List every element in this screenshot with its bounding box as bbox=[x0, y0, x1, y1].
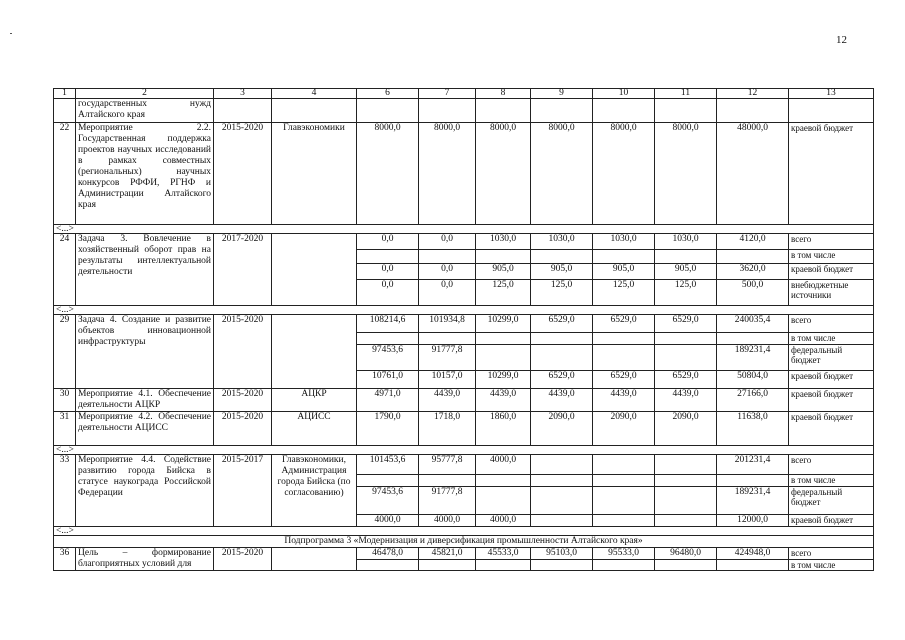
funding-source: федеральный бюджет bbox=[789, 487, 874, 515]
value-cell: 8000,0 bbox=[357, 123, 419, 225]
funding-source: федеральный бюджет bbox=[789, 345, 874, 371]
funding-source: краевой бюджет bbox=[789, 412, 874, 446]
row-name: Задача 4. Создание и развитие объектов инновационной инфраструктуры bbox=[76, 315, 214, 389]
value-cell: 1030,0 bbox=[476, 234, 531, 250]
value-cell: 0,0 bbox=[357, 264, 419, 280]
value-cell: 50804,0 bbox=[717, 371, 789, 389]
period: 2015-2020 bbox=[214, 315, 272, 389]
value-cell: 125,0 bbox=[531, 280, 593, 306]
ellipsis-marker: <...> bbox=[54, 225, 874, 234]
value-cell bbox=[357, 560, 419, 571]
period: 2015-2020 bbox=[214, 548, 272, 571]
value-cell: 101453,6 bbox=[357, 455, 419, 475]
value-cell: 0,0 bbox=[419, 234, 476, 250]
subprogram-row bbox=[54, 536, 874, 548]
executor: АЦКР bbox=[272, 389, 357, 412]
value-cell bbox=[593, 475, 655, 487]
funding-source: всего bbox=[789, 234, 874, 250]
value-cell bbox=[531, 333, 593, 345]
table-row bbox=[54, 548, 874, 560]
row-name: Мероприятие 2.2. Государственная поддержка проектов научных исследований в рамках совместных (региональных) научных конкурсов РФФИ, РГНФ и Администрации Алтайского края bbox=[76, 123, 214, 225]
executor: Главэкономики bbox=[272, 123, 357, 225]
value-cell: 189231,4 bbox=[717, 345, 789, 371]
value-cell: 97453,6 bbox=[357, 487, 419, 515]
value-cell bbox=[476, 250, 531, 264]
value-cell: 4439,0 bbox=[419, 389, 476, 412]
column-header: 7 bbox=[419, 89, 476, 99]
value-cell: 97453,6 bbox=[357, 345, 419, 371]
value-cell: 6529,0 bbox=[593, 315, 655, 333]
row-number: 33 bbox=[54, 455, 76, 527]
value-cell: 6529,0 bbox=[531, 315, 593, 333]
empty-cell bbox=[214, 99, 272, 123]
value-cell: 4000,0 bbox=[476, 515, 531, 527]
empty-cell bbox=[593, 99, 655, 123]
column-header: 2 bbox=[76, 89, 214, 99]
value-cell: 4439,0 bbox=[476, 389, 531, 412]
value-cell bbox=[476, 475, 531, 487]
value-cell bbox=[531, 487, 593, 515]
value-cell: 8000,0 bbox=[655, 123, 717, 225]
column-header: 10 bbox=[593, 89, 655, 99]
empty-cell bbox=[531, 99, 593, 123]
value-cell: 905,0 bbox=[655, 264, 717, 280]
value-cell bbox=[655, 560, 717, 571]
value-cell: 424948,0 bbox=[717, 548, 789, 560]
value-cell: 95533,0 bbox=[593, 548, 655, 560]
ellipsis-row bbox=[54, 306, 874, 315]
column-header: 9 bbox=[531, 89, 593, 99]
value-cell: 4439,0 bbox=[655, 389, 717, 412]
value-cell bbox=[357, 250, 419, 264]
value-cell: 101934,8 bbox=[419, 315, 476, 333]
empty-cell bbox=[717, 99, 789, 123]
value-cell: 2090,0 bbox=[531, 412, 593, 446]
funding-source: краевой бюджет bbox=[789, 389, 874, 412]
value-cell: 95103,0 bbox=[531, 548, 593, 560]
value-cell bbox=[357, 475, 419, 487]
row-number: 36 bbox=[54, 548, 76, 571]
value-cell bbox=[655, 250, 717, 264]
value-cell: 1030,0 bbox=[655, 234, 717, 250]
row-number: 24 bbox=[54, 234, 76, 306]
value-cell: 4000,0 bbox=[419, 515, 476, 527]
value-cell: 45533,0 bbox=[476, 548, 531, 560]
value-cell: 125,0 bbox=[476, 280, 531, 306]
value-cell: 108214,6 bbox=[357, 315, 419, 333]
table-row bbox=[54, 123, 874, 225]
funding-source: в том числе bbox=[789, 250, 874, 264]
value-cell: 91777,8 bbox=[419, 487, 476, 515]
value-cell bbox=[419, 250, 476, 264]
executor bbox=[272, 548, 357, 571]
funding-source: в том числе bbox=[789, 333, 874, 345]
value-cell bbox=[419, 475, 476, 487]
period: 2015-2020 bbox=[214, 389, 272, 412]
row-name: Цель – формирование благоприятных условий для bbox=[76, 548, 214, 571]
value-cell: 48000,0 bbox=[717, 123, 789, 225]
value-cell: 1030,0 bbox=[531, 234, 593, 250]
ellipsis-marker: <...> bbox=[54, 306, 874, 315]
value-cell: 11638,0 bbox=[717, 412, 789, 446]
column-header: 12 bbox=[717, 89, 789, 99]
value-cell: 125,0 bbox=[593, 280, 655, 306]
period: 2015-2020 bbox=[214, 412, 272, 446]
value-cell bbox=[593, 515, 655, 527]
value-cell bbox=[717, 250, 789, 264]
empty-cell bbox=[419, 99, 476, 123]
row-name: Мероприятие 4.1. Обеспечение деятельности АЦКР bbox=[76, 389, 214, 412]
row-number: 29 bbox=[54, 315, 76, 389]
value-cell bbox=[593, 560, 655, 571]
ellipsis-marker: <...> bbox=[54, 527, 874, 536]
row-name: Мероприятие 4.4. Содействие развитию города Бийска в статусе наукограда Российской Федерации bbox=[76, 455, 214, 527]
column-header: 4 bbox=[272, 89, 357, 99]
value-cell bbox=[531, 475, 593, 487]
funding-source: всего bbox=[789, 455, 874, 475]
value-cell: 905,0 bbox=[531, 264, 593, 280]
row-number: 22 bbox=[54, 123, 76, 225]
funding-source: краевой бюджет bbox=[789, 123, 874, 225]
value-cell: 8000,0 bbox=[476, 123, 531, 225]
value-cell bbox=[655, 515, 717, 527]
ellipsis-row bbox=[54, 225, 874, 234]
value-cell bbox=[476, 487, 531, 515]
value-cell bbox=[593, 455, 655, 475]
value-cell: 4120,0 bbox=[717, 234, 789, 250]
period: 2017-2020 bbox=[214, 234, 272, 306]
executor bbox=[272, 315, 357, 389]
value-cell: 500,0 bbox=[717, 280, 789, 306]
value-cell: 6529,0 bbox=[593, 371, 655, 389]
value-cell: 8000,0 bbox=[419, 123, 476, 225]
column-header: 3 bbox=[214, 89, 272, 99]
value-cell: 1718,0 bbox=[419, 412, 476, 446]
funding-source: в том числе bbox=[789, 560, 874, 571]
header-row bbox=[54, 89, 874, 99]
value-cell: 10761,0 bbox=[357, 371, 419, 389]
value-cell: 0,0 bbox=[419, 280, 476, 306]
value-cell bbox=[476, 333, 531, 345]
value-cell: 95777,8 bbox=[419, 455, 476, 475]
value-cell bbox=[419, 333, 476, 345]
funding-source: внебюджетные источники bbox=[789, 280, 874, 306]
value-cell bbox=[655, 487, 717, 515]
column-header: 8 bbox=[476, 89, 531, 99]
value-cell bbox=[531, 455, 593, 475]
funding-source: в том числе bbox=[789, 475, 874, 487]
column-header: 13 bbox=[789, 89, 874, 99]
executor: АЦИСС bbox=[272, 412, 357, 446]
value-cell bbox=[593, 333, 655, 345]
value-cell bbox=[655, 475, 717, 487]
value-cell bbox=[593, 250, 655, 264]
subprogram-title: Подпрограмма 3 «Модернизация и диверсификация промышленности Алтайского края» bbox=[54, 536, 874, 548]
scan-mark bbox=[10, 33, 12, 34]
period: 2015-2017 bbox=[214, 455, 272, 527]
value-cell: 10157,0 bbox=[419, 371, 476, 389]
page-number: 12 bbox=[836, 34, 847, 46]
table-row bbox=[54, 99, 874, 123]
value-cell bbox=[476, 345, 531, 371]
ellipsis-row bbox=[54, 527, 874, 536]
value-cell: 27166,0 bbox=[717, 389, 789, 412]
value-cell: 6529,0 bbox=[655, 315, 717, 333]
value-cell bbox=[717, 560, 789, 571]
value-cell: 0,0 bbox=[357, 234, 419, 250]
value-cell: 10299,0 bbox=[476, 371, 531, 389]
value-cell: 46478,0 bbox=[357, 548, 419, 560]
funding-source: краевой бюджет bbox=[789, 515, 874, 527]
value-cell: 8000,0 bbox=[531, 123, 593, 225]
row-number: 30 bbox=[54, 389, 76, 412]
funding-source: краевой бюджет bbox=[789, 264, 874, 280]
empty-cell bbox=[357, 99, 419, 123]
row-name: Мероприятие 4.2. Обеспечение деятельности АЦИСС bbox=[76, 412, 214, 446]
value-cell bbox=[357, 333, 419, 345]
value-cell bbox=[476, 560, 531, 571]
table-row bbox=[54, 315, 874, 333]
value-cell bbox=[717, 475, 789, 487]
value-cell bbox=[655, 333, 717, 345]
column-header: 1 bbox=[54, 89, 76, 99]
value-cell bbox=[419, 560, 476, 571]
value-cell: 240035,4 bbox=[717, 315, 789, 333]
value-cell: 4439,0 bbox=[593, 389, 655, 412]
value-cell: 8000,0 bbox=[593, 123, 655, 225]
value-cell: 91777,8 bbox=[419, 345, 476, 371]
ellipsis-marker: <...> bbox=[54, 446, 874, 455]
period: 2015-2020 bbox=[214, 123, 272, 225]
value-cell: 4000,0 bbox=[476, 455, 531, 475]
value-cell: 6529,0 bbox=[655, 371, 717, 389]
funding-source: всего bbox=[789, 548, 874, 560]
value-cell bbox=[593, 345, 655, 371]
value-cell: 3620,0 bbox=[717, 264, 789, 280]
table-row bbox=[54, 455, 874, 475]
value-cell: 905,0 bbox=[476, 264, 531, 280]
column-header: 6 bbox=[357, 89, 419, 99]
executor bbox=[272, 234, 357, 306]
funding-source: краевой бюджет bbox=[789, 371, 874, 389]
empty-cell bbox=[272, 99, 357, 123]
value-cell: 201231,4 bbox=[717, 455, 789, 475]
empty-cell bbox=[789, 99, 874, 123]
value-cell: 0,0 bbox=[419, 264, 476, 280]
value-cell: 1790,0 bbox=[357, 412, 419, 446]
value-cell: 4439,0 bbox=[531, 389, 593, 412]
value-cell: 96480,0 bbox=[655, 548, 717, 560]
value-cell bbox=[655, 455, 717, 475]
empty-cell bbox=[655, 99, 717, 123]
funding-source: всего bbox=[789, 315, 874, 333]
value-cell: 45821,0 bbox=[419, 548, 476, 560]
value-cell bbox=[593, 487, 655, 515]
empty-cell bbox=[476, 99, 531, 123]
ellipsis-row bbox=[54, 446, 874, 455]
value-cell: 1030,0 bbox=[593, 234, 655, 250]
value-cell bbox=[655, 345, 717, 371]
row-name: государственных нужд Алтайского края bbox=[76, 99, 214, 123]
value-cell bbox=[531, 250, 593, 264]
budget-table bbox=[53, 88, 874, 571]
row-number bbox=[54, 99, 76, 123]
table-row bbox=[54, 234, 874, 250]
value-cell bbox=[717, 333, 789, 345]
table-row bbox=[54, 389, 874, 412]
column-header: 11 bbox=[655, 89, 717, 99]
row-name: Задача 3. Вовлечение в хозяйственный оборот прав на результаты интеллектуальной деятельности bbox=[76, 234, 214, 306]
value-cell: 0,0 bbox=[357, 280, 419, 306]
value-cell: 4971,0 bbox=[357, 389, 419, 412]
executor: Главэкономики, Администрация города Бийска (по согласованию) bbox=[272, 455, 357, 527]
value-cell bbox=[531, 560, 593, 571]
value-cell: 189231,4 bbox=[717, 487, 789, 515]
row-number: 31 bbox=[54, 412, 76, 446]
value-cell: 905,0 bbox=[593, 264, 655, 280]
value-cell: 6529,0 bbox=[531, 371, 593, 389]
value-cell: 1860,0 bbox=[476, 412, 531, 446]
value-cell: 2090,0 bbox=[593, 412, 655, 446]
value-cell bbox=[531, 515, 593, 527]
value-cell: 125,0 bbox=[655, 280, 717, 306]
value-cell: 10299,0 bbox=[476, 315, 531, 333]
value-cell: 4000,0 bbox=[357, 515, 419, 527]
value-cell: 12000,0 bbox=[717, 515, 789, 527]
value-cell: 2090,0 bbox=[655, 412, 717, 446]
value-cell bbox=[531, 345, 593, 371]
table-row bbox=[54, 412, 874, 446]
